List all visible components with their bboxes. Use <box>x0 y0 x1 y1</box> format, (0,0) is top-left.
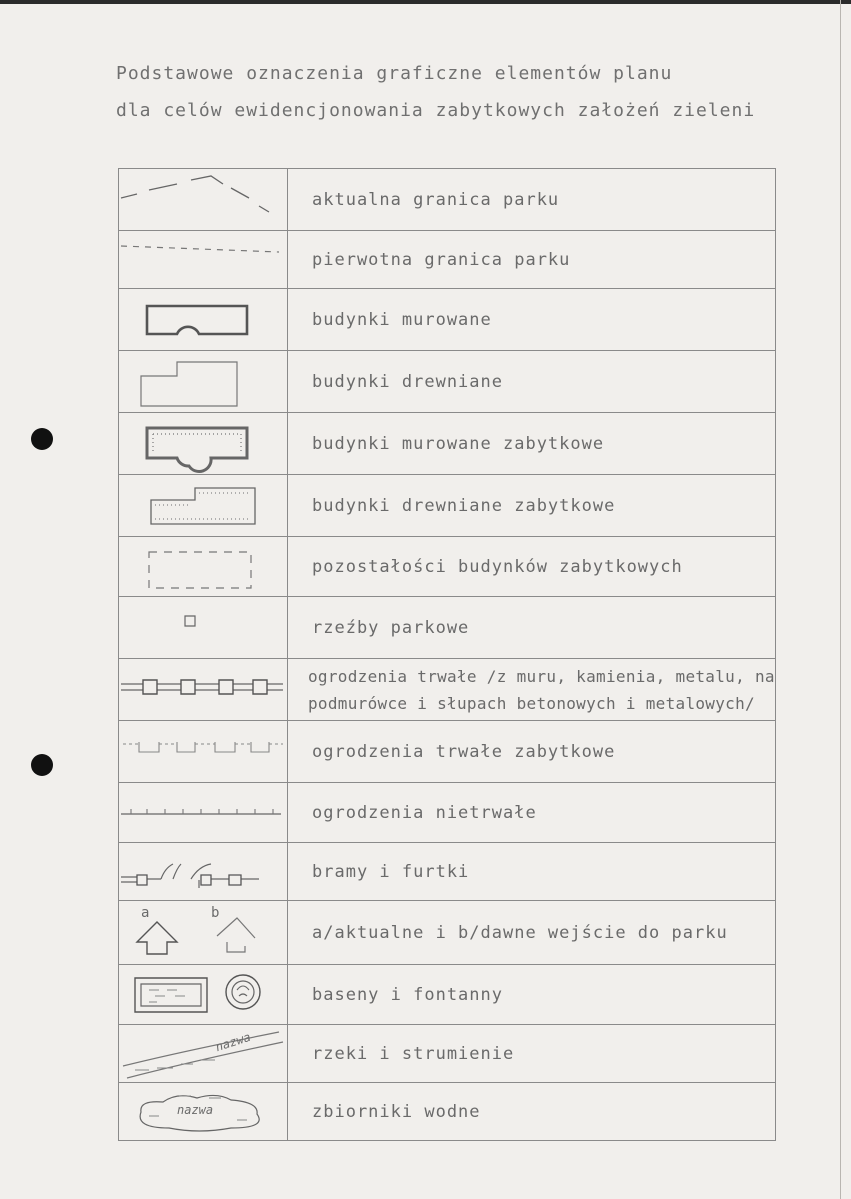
park-sculpture-symbol <box>119 597 288 659</box>
building-remains-symbol <box>119 537 288 597</box>
legend-row <box>119 901 776 965</box>
legend-row <box>119 289 776 351</box>
legend-label: baseny i fontanny <box>288 965 776 1025</box>
legend-row <box>119 537 776 597</box>
binder-hole-top <box>31 428 53 450</box>
legend-row <box>119 475 776 537</box>
legend-row <box>119 597 776 659</box>
park-entrance-arrows-symbol <box>119 901 288 965</box>
legend-row <box>119 351 776 413</box>
legend-row <box>119 659 776 721</box>
legend-label: pierwotna granica parku <box>288 231 776 289</box>
legend-label: budynki murowane zabytkowe <box>288 413 776 475</box>
historic-brick-building-symbol <box>119 413 288 475</box>
pools-fountains-symbol <box>119 965 288 1025</box>
legend-label-line: ogrodzenia trwałe /z muru, kamienia, metalu, na <box>308 666 775 686</box>
legend-label: zbiorniki wodne <box>288 1083 776 1141</box>
legend-label-multiline <box>288 659 776 721</box>
rivers-streams-symbol <box>119 1025 288 1083</box>
binder-hole-bottom <box>31 754 53 776</box>
historic-wooden-building-symbol <box>119 475 288 537</box>
reservoir-name-text: nazwa <box>177 1103 214 1117</box>
legend-label: budynki drewniane <box>288 351 776 413</box>
page-fold-line <box>840 0 841 1199</box>
legend-row <box>119 1083 776 1141</box>
legend-row <box>119 721 776 783</box>
legend-label: a/aktualne i b/dawne wejście do parku <box>288 901 776 965</box>
water-reservoir-symbol <box>119 1083 288 1141</box>
brick-building-symbol <box>119 289 288 351</box>
wooden-building-symbol <box>119 351 288 413</box>
document-title-line-1: Podstawowe oznaczenia graficzne elementów planu <box>116 63 673 84</box>
legend-row <box>119 169 776 231</box>
legend-label-line: podmurówce i słupach betonowych i metalowych/ <box>308 693 755 713</box>
legend-row <box>119 965 776 1025</box>
legend-label: ogrodzenia trwałe zabytkowe <box>288 721 776 783</box>
document-title-line-2: dla celów ewidencjonowania zabytkowych założeń zieleni <box>116 100 756 121</box>
legend-label: pozostałości budynków zabytkowych <box>288 537 776 597</box>
current-park-boundary-symbol <box>119 169 288 231</box>
legend-label: bramy i furtki <box>288 843 776 901</box>
legend-label: rzeki i strumienie <box>288 1025 776 1083</box>
legend-table <box>118 168 776 1141</box>
legend-row <box>119 783 776 843</box>
legend-label: rzeźby parkowe <box>288 597 776 659</box>
gates-symbol <box>119 843 288 901</box>
legend-row <box>119 231 776 289</box>
legend-row <box>119 413 776 475</box>
legend-label: budynki drewniane zabytkowe <box>288 475 776 537</box>
entrance-marker-b: b <box>211 905 220 921</box>
permanent-fence-symbol <box>119 659 288 721</box>
legend-row <box>119 843 776 901</box>
legend-row <box>119 1025 776 1083</box>
legend-label: aktualna granica parku <box>288 169 776 231</box>
original-park-boundary-symbol <box>119 231 288 289</box>
entrance-marker-a: a <box>141 905 150 921</box>
page-top-edge <box>0 0 851 4</box>
legend-label: ogrodzenia nietrwałe <box>288 783 776 843</box>
legend-label: budynki murowane <box>288 289 776 351</box>
river-name-text: nazwa <box>213 1029 253 1055</box>
historic-permanent-fence-symbol <box>119 721 288 783</box>
temporary-fence-symbol <box>119 783 288 843</box>
